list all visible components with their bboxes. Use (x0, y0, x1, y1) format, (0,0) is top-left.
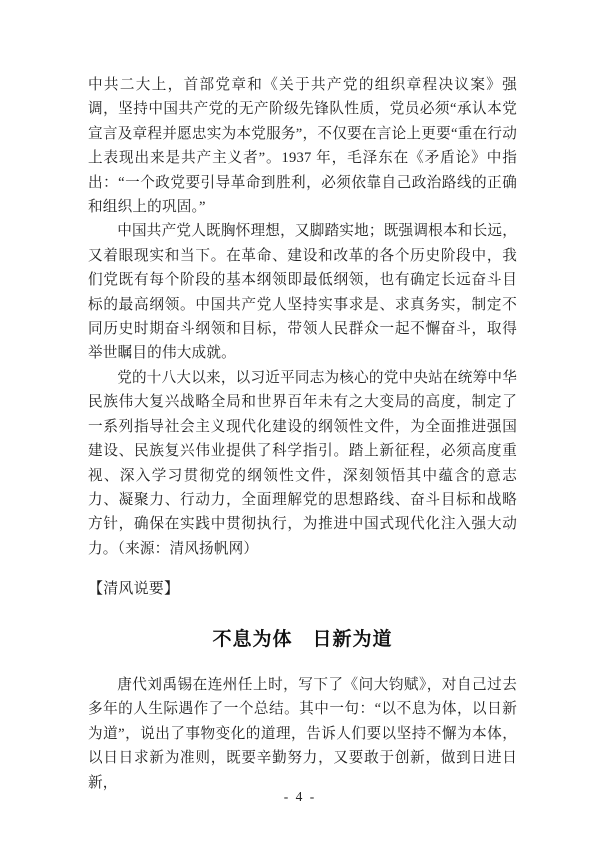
body-paragraph-1: 中共二大上，首部党章和《关于共产党的组织章程决议案》强调，坚持中国共产党的无产阶级先锋队性质，党员必须“承认本党宣言及章程并愿忠实为本党服务”，不仅要在言论上更要“重在行动上表现出来是共产主义者”。1937 年，毛泽东在《矛盾论》中指出：“一个政党要引导革命到胜利，必须依靠自己政治路线的正确和组织上的巩固。” (88, 77, 517, 216)
body-paragraph-2: 中国共产党人既胸怀理想，又脚踏实地；既强调根本和长远，又着眼现实和当下。在革命、建设和改革的各个历史阶段中，我们党既有每个阶段的基本纲领即最低纲领，也有确定长远奋斗目标的最高纲领。中国共产党人坚持实事求是、求真务实，制定不同历史时期奋斗纲领和目标，带领人民群众一起不懈奋斗，取得举世瞩目的伟大成就。 (88, 223, 517, 362)
document-content (88, 73, 517, 795)
article-title: 不息为体 日新为道 (212, 628, 393, 650)
article-paragraph-1: 唐代刘禹锡在连州任上时，写下了《问大钧赋》，对自己过去多年的人生际遇作了一个总结。其中一句：“以不息为体，以日新为道”，说出了事物变化的道理，告诉人们要以坚持不懈为本体，以日日求新为准则，既要辛勤努力，又要敢于创新，做到日进日新， (88, 676, 517, 791)
body-paragraph-3: 党的十八大以来，以习近平同志为核心的党中央站在统筹中华民族伟大复兴战略全局和世界百年未有之大变局的高度，制定了一系列指导社会主义现代化建设的纲领性文件，为全面推进强国建设、民族复兴伟业提供了科学指引。踏上新征程，必须高度重视、深入学习贯彻党的纲领性文件，深刻领悟其中蕴含的意志力、凝聚力、行动力，全面理解党的思想路线、奋斗目标和战略方针，确保在实践中贯彻执行，为推进中国式现代化注入强大动力。（来源：清风扬帆网） (88, 369, 517, 557)
section-header: 【清风说要】 (88, 581, 180, 598)
page-number: - 4 - (283, 789, 317, 804)
